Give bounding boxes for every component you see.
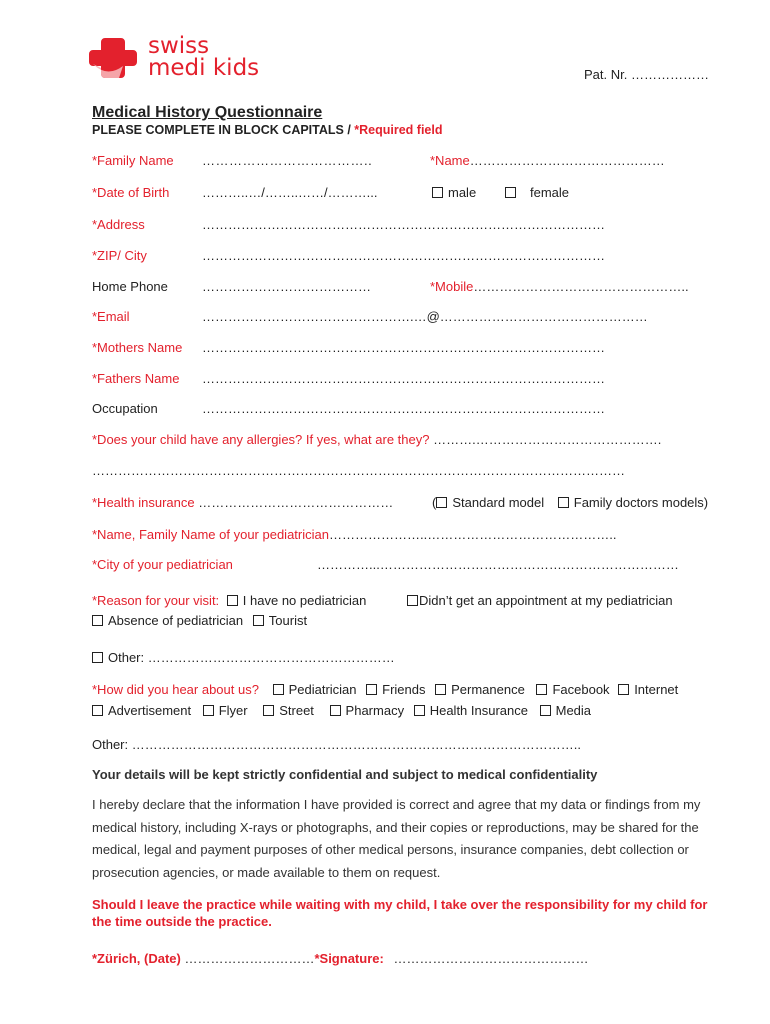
checkbox-icon[interactable] <box>407 595 418 606</box>
hear-row-1 <box>92 682 678 697</box>
home-phone-field[interactable]: ………………………………… <box>202 279 371 294</box>
gender-male[interactable] <box>432 185 476 200</box>
hear-other-label: Other: <box>92 737 129 752</box>
hear-option: Street <box>279 703 314 718</box>
checkbox-icon[interactable] <box>253 615 264 626</box>
name-field[interactable]: ……………………………………… <box>469 153 665 168</box>
reason-option-appointment <box>407 593 673 608</box>
mobile-label: *Mobile <box>430 279 474 294</box>
family-name-label: *Family Name <box>92 153 174 168</box>
email-label: *Email <box>92 309 130 324</box>
hear-option: Internet <box>634 682 679 697</box>
hear-label: *How did you hear about us? <box>92 682 259 697</box>
reason-row-2 <box>92 613 307 628</box>
insurance-label: *Health insurance <box>92 495 195 510</box>
instruction <box>92 123 443 137</box>
fathers-name-field[interactable]: ………………………………………………………………………………… <box>202 371 605 386</box>
gender-female[interactable] <box>505 185 569 200</box>
name-row <box>430 153 665 168</box>
checkbox-icon[interactable] <box>505 187 516 198</box>
reason-label: *Reason for your visit: <box>92 593 220 608</box>
checkbox-icon[interactable] <box>618 684 629 695</box>
hear-option: Advertisement <box>108 703 192 718</box>
instruction-text: PLEASE COMPLETE IN BLOCK CAPITALS / <box>92 123 355 137</box>
dob-label: *Date of Birth <box>92 185 170 200</box>
mothers-name-label: *Mothers Name <box>92 340 183 355</box>
pediatrician-name-row <box>92 527 616 542</box>
allergies-row <box>92 432 661 447</box>
required-note: *Required field <box>354 123 443 137</box>
address-label: *Address <box>92 217 145 232</box>
allergies-field-line2[interactable]: …………………………………………………………………………………………………………… <box>92 463 625 478</box>
reason-option: Absence of pediatrician <box>108 613 244 628</box>
reason-row-1 <box>92 593 366 608</box>
hear-option: Pharmacy <box>345 703 405 718</box>
reason-other-field[interactable]: ………………………………………………… <box>147 650 395 665</box>
mothers-name-field[interactable]: ………………………………………………………………………………… <box>202 340 605 355</box>
checkbox-icon[interactable] <box>366 684 377 695</box>
zip-label: *ZIP/ City <box>92 248 147 263</box>
insurance-field[interactable]: ……………………………………… <box>198 495 394 510</box>
hear-other-row <box>92 737 581 752</box>
dob-field[interactable]: ………..…/……..……/………... <box>202 185 378 200</box>
family-doctor-label: Family doctors models) <box>573 495 709 510</box>
logo-text-line2: medi kids <box>148 55 260 81</box>
pediatrician-name-label: *Name, Family Name of your pediatrician <box>92 527 329 542</box>
insurance-row <box>92 495 393 510</box>
standard-model-label: Standard model <box>452 495 545 510</box>
reason-other-label: Other: <box>108 650 145 665</box>
pediatrician-city-field[interactable]: …………...…………………………………………………………… <box>317 557 679 572</box>
date-field[interactable]: ………………………… <box>184 951 315 966</box>
logo-text-line1: swiss <box>148 33 210 59</box>
confidential-notice: Your details will be kept strictly confidential and subject to medical confidentiality <box>92 767 598 782</box>
checkbox-icon[interactable] <box>92 652 103 663</box>
hear-option: Pediatrician <box>288 682 357 697</box>
hear-option: Facebook <box>552 682 610 697</box>
signature-field[interactable]: ……………………………………… <box>393 951 589 966</box>
checkbox-icon[interactable] <box>330 705 341 716</box>
declaration-text: I hereby declare that the information I have provided is correct and agree that my data or findings from my medical history, including X-rays or photographs, and their copies or reproductions, may be shared for the medical, legal and payment purposes of other medical persons, insurance companies, debt collection or prosecution agencies, or made available to them on request. <box>92 797 701 880</box>
male-label: male <box>448 185 477 200</box>
responsibility-notice: Should I leave the practice while waiting with my child, I take over the responsibility for my child for the time outside the practice. <box>92 897 708 929</box>
checkbox-icon[interactable] <box>536 684 547 695</box>
mobile-row <box>430 279 689 294</box>
pediatrician-city-label: *City of your pediatrician <box>92 557 233 572</box>
allergies-field[interactable]: ……….……………………………………. <box>429 432 662 447</box>
email-field[interactable]: ………………………………………….…@………………………………………… <box>202 309 648 324</box>
family-name-field[interactable]: ……………………………….. <box>202 153 373 168</box>
hear-option: Health Insurance <box>429 703 528 718</box>
reason-option: I have no pediatrician <box>242 593 367 608</box>
signature-label: *Signature: <box>314 951 384 966</box>
allergies-label: *Does your child have any allergies? If yes, what are they? <box>92 432 430 447</box>
fathers-name-label: *Fathers Name <box>92 371 180 386</box>
checkbox-icon[interactable] <box>414 705 425 716</box>
address-field[interactable]: ………………………………………………………………………………… <box>202 217 605 232</box>
cross-logo-icon <box>89 34 137 82</box>
reason-option: Tourist <box>268 613 308 628</box>
checkbox-icon[interactable] <box>273 684 284 695</box>
checkbox-icon[interactable] <box>92 705 103 716</box>
hear-option: Media <box>555 703 592 718</box>
mobile-field[interactable]: ………………………………………….. <box>473 279 689 294</box>
checkbox-icon[interactable] <box>435 684 446 695</box>
occupation-field[interactable]: ………………………………………………………………………………… <box>202 401 605 416</box>
page-title: Medical History Questionnaire <box>92 104 323 121</box>
reason-option: Didn’t get an appointment at my pediatrician <box>419 593 673 608</box>
home-phone-label: Home Phone <box>92 279 168 294</box>
name-label: *Name <box>430 153 470 168</box>
checkbox-icon[interactable] <box>432 187 443 198</box>
checkbox-icon[interactable] <box>203 705 214 716</box>
checkbox-icon[interactable] <box>436 497 447 508</box>
hear-option: Friends <box>382 682 426 697</box>
insurance-paren: ( <box>432 495 437 510</box>
checkbox-icon[interactable] <box>558 497 569 508</box>
hear-option: Flyer <box>218 703 248 718</box>
place-date-label: *Zürich, (Date) <box>92 951 181 966</box>
insurance-options <box>432 495 708 510</box>
checkbox-icon[interactable] <box>263 705 274 716</box>
hear-other-field[interactable]: ………………………………………………………………………………………….. <box>131 737 581 752</box>
reason-other-row <box>92 650 395 665</box>
zip-field[interactable]: ………………………………………………………………………………… <box>202 248 605 263</box>
patient-number[interactable]: Pat. Nr. ……………… <box>584 67 709 82</box>
female-label: female <box>530 185 570 200</box>
hear-option: Permanence <box>451 682 525 697</box>
signature-row <box>92 951 588 966</box>
checkbox-icon[interactable] <box>540 705 551 716</box>
checkbox-icon[interactable] <box>92 615 103 626</box>
checkbox-icon[interactable] <box>227 595 238 606</box>
hear-row-2 <box>92 703 591 718</box>
occupation-label: Occupation <box>92 401 158 416</box>
pediatrician-name-field[interactable]: …………………..…………………………………….. <box>328 527 617 542</box>
